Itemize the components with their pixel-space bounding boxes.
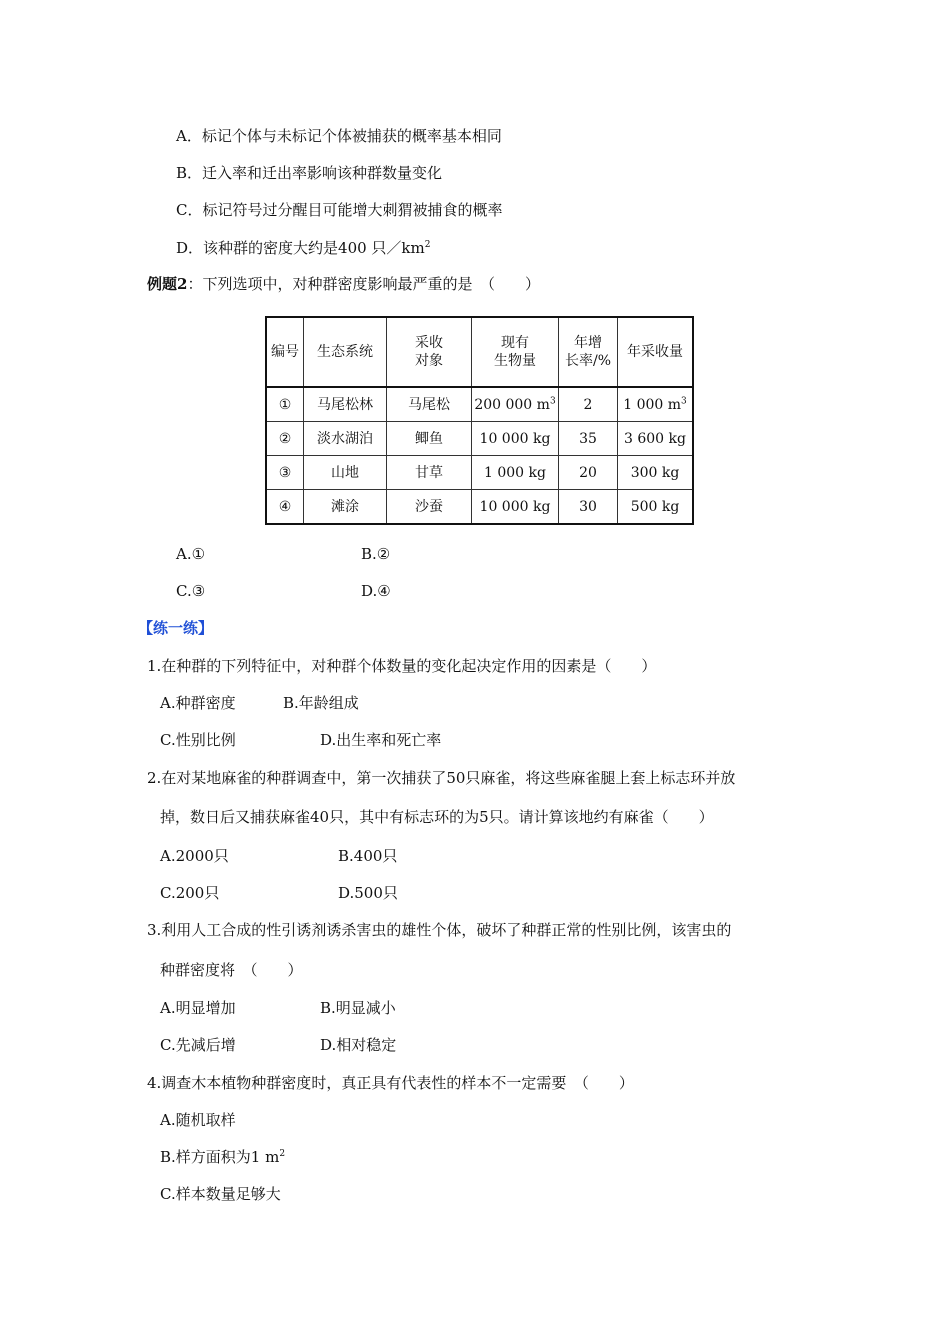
example-2-text: ：下列选项中，对种群密度影响最严重的是 （ ）: [187, 275, 540, 293]
example-2-option-a: A.①: [176, 545, 206, 563]
table-header-row: [266, 317, 693, 387]
table-cell: 30: [559, 490, 618, 525]
header-cell: 生态系统: [304, 317, 387, 387]
question-2-stem-line-2: 掉，数日后又捕获麻雀40只，其中有标志环的为5只。请计算该地约有麻雀（ ）: [160, 808, 714, 826]
question-1-option-c: C.性别比例: [160, 731, 236, 749]
example-2-label: 例题2: [147, 275, 188, 293]
table-cell: ③: [266, 456, 304, 490]
table-cell: 淡水湖泊: [304, 422, 387, 456]
header-cell: 编号: [266, 317, 304, 387]
question-4-option-b-text: B.样方面积为1 m: [160, 1148, 280, 1166]
table-cell: 300 kg: [618, 456, 694, 490]
table-cell: ①: [266, 387, 304, 422]
example-2-option-c: C.③: [176, 582, 206, 600]
data-table: [265, 316, 694, 525]
cell-text: 200 000 m: [474, 396, 550, 413]
question-1-option-b: B.年龄组成: [283, 694, 359, 712]
table-cell: 10 000 kg: [472, 490, 559, 525]
question-2-stem-line-1: 2.在对某地麻雀的种群调查中，第一次捕获了50只麻雀，将这些麻雀腿上套上标志环并放: [147, 769, 736, 787]
superscript: 3: [549, 395, 556, 406]
question-4-option-a: A.随机取样: [160, 1111, 236, 1129]
table-row: [266, 422, 693, 456]
header-cell: 年增 长率/%: [559, 317, 618, 387]
option-d-text: D．该种群的密度大约是400 只／km: [176, 239, 425, 257]
question-3-stem-line-2: 种群密度将 （ ）: [160, 961, 303, 979]
question-4-option-c: C.样本数量足够大: [160, 1185, 281, 1203]
table-cell: 3 600 kg: [618, 422, 694, 456]
table-cell: 滩涂: [304, 490, 387, 525]
question-1-option-a: A.种群密度: [160, 694, 236, 712]
table-cell: 20: [559, 456, 618, 490]
superscript: 3: [681, 395, 687, 406]
question-2-option-b: B.400只: [338, 847, 398, 865]
question-3-option-c: C.先减后增: [160, 1036, 236, 1054]
table-cell: 35: [559, 422, 618, 456]
table-row: [266, 387, 693, 422]
table-row: [266, 456, 693, 490]
table-row: [266, 490, 693, 525]
table-cell: 马尾松林: [304, 387, 387, 422]
example-2-option-b: B.②: [361, 545, 391, 563]
question-3-stem-line-1: 3.利用人工合成的性引诱剂诱杀害虫的雄性个体，破坏了种群正常的性别比例，该害虫的: [147, 921, 732, 939]
question-2-option-d: D.500只: [338, 884, 398, 902]
table-cell: 2: [559, 387, 618, 422]
option-b: B．迁入率和迁出率影响该种群数量变化: [176, 164, 443, 182]
table-cell: [618, 387, 694, 422]
question-1-stem: 1.在种群的下列特征中，对种群个体数量的变化起决定作用的因素是（ ）: [147, 657, 657, 675]
table-cell: 10 000 kg: [472, 422, 559, 456]
question-3-option-b: B.明显减小: [320, 999, 396, 1017]
table-cell: 马尾松: [387, 387, 472, 422]
practice-title: 【练一练】: [138, 619, 214, 637]
question-2-option-c: C.200只: [160, 884, 220, 902]
table-cell: 山地: [304, 456, 387, 490]
question-4-option-b: [160, 1147, 285, 1167]
example-2-option-d: D.④: [361, 582, 391, 600]
question-3-option-a: A.明显增加: [160, 999, 236, 1017]
question-1-option-d: D.出生率和死亡率: [320, 731, 442, 749]
table-cell: 1 000 kg: [472, 456, 559, 490]
header-cell: 采收 对象: [387, 317, 472, 387]
option-c: C．标记符号过分醒目可能增大刺猬被捕食的概率: [176, 201, 503, 219]
table-cell: 500 kg: [618, 490, 694, 525]
header-cell: 现有 生物量: [472, 317, 559, 387]
question-2-option-a: A.2000只: [160, 847, 229, 865]
option-d: [176, 238, 430, 258]
table-cell: ②: [266, 422, 304, 456]
table-cell: [472, 387, 559, 422]
table-cell: 甘草: [387, 456, 472, 490]
example-2-stem: [147, 274, 540, 294]
table-cell: ④: [266, 490, 304, 525]
superscript: 2: [424, 240, 431, 250]
table-cell: 沙蚕: [387, 490, 472, 525]
option-a: A．标记个体与未标记个体被捕获的概率基本相同: [176, 127, 502, 145]
table-cell: 鲫鱼: [387, 422, 472, 456]
header-cell: 年采收量: [618, 317, 694, 387]
question-4-stem: 4.调查木本植物种群密度时，真正具有代表性的样本不一定需要 （ ）: [147, 1074, 634, 1092]
question-3-option-d: D.相对稳定: [320, 1036, 397, 1054]
cell-text: 1 000 m: [623, 396, 682, 413]
superscript: 2: [279, 1149, 286, 1159]
